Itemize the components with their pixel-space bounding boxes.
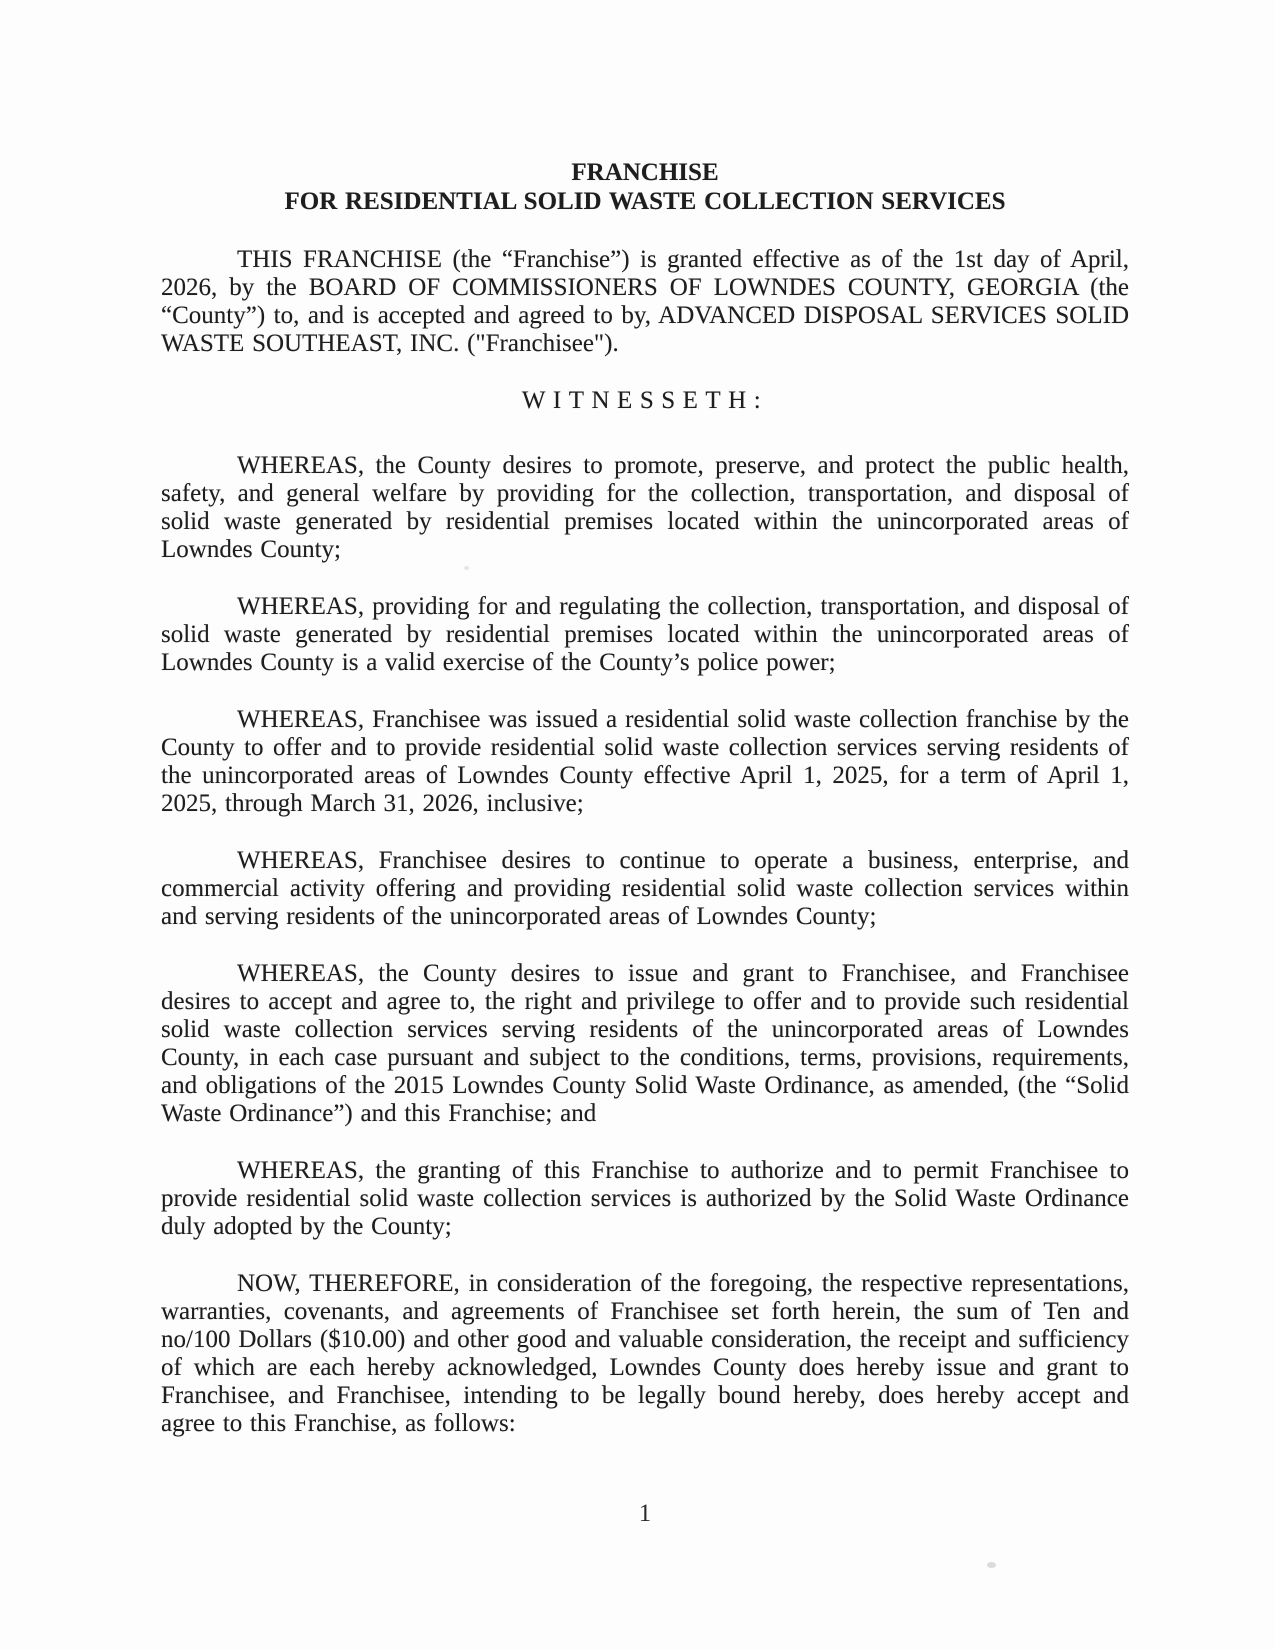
recital-paragraph-3: WHEREAS, Franchisee was issued a residential solid waste collection franchise by the County to offer and to provide residential solid waste collection services serving residents of the unincorporated areas of Lowndes County effective April 1, 2025, for a term of April 1, 2025, through March 31, 2026, inclusive; [161,706,1129,817]
closing-paragraph: NOW, THEREFORE, in consideration of the foregoing, the respective representations, warranties, covenants, and agreements of Franchisee set forth herein, the sum of Ten and no/100 Dollars ($10.00) and other good and valuable consideration, the receipt and sufficiency of which are each hereby acknowledged, Lowndes County does hereby issue and grant to Franchisee, and Franchisee, intending to be legally bound hereby, does hereby accept and agree to this Franchise, as follows: [161,1270,1129,1437]
recital-paragraph-6: WHEREAS, the granting of this Franchise to authorize and to permit Franchisee to provide residential solid waste collection services is authorized by the Solid Waste Ordinance duly adopted by the County; [161,1157,1129,1240]
title-line-2: FOR RESIDENTIAL SOLID WASTE COLLECTION SERVICES [284,188,1006,215]
recital-paragraph-2: WHEREAS, providing for and regulating the collection, transportation, and disposal of solid waste generated by residential premises located within the unincorporated areas of Lowndes County is a valid exercise of the County’s police power; [161,593,1129,676]
witnesseth-heading: WITNESSETH: [521,387,769,414]
intro-paragraph: THIS FRANCHISE (the “Franchise”) is granted effective as of the 1st day of April, 2026, by the BOARD OF COMMISSIONERS OF LOWNDES COUNTY, GEORGIA (the “County”) to, and is accepted and agreed to by, ADVANCED DISPOSAL SERVICES SOLID WASTE SOUTHEAST, INC. ("Franchisee"). [161,246,1129,357]
scan-artifact-dot [987,1562,996,1568]
recital-paragraph-5: WHEREAS, the County desires to issue and grant to Franchisee, and Franchisee desires to accept and agree to, the right and privilege to offer and to provide such residential solid waste collection services serving residents of the unincorporated areas of Lowndes County, in each case pursuant and subject to the conditions, terms, provisions, requirements, and obligations of the 2015 Lowndes County Solid Waste Ordinance, as amended, (the “Solid Waste Ordinance”) and this Franchise; and [161,960,1129,1127]
recital-paragraph-4: WHEREAS, Franchisee desires to continue to operate a business, enterprise, and commercial activity offering and providing residential solid waste collection services within and serving residents of the unincorporated areas of Lowndes County; [161,847,1129,930]
scan-artifact-dot [464,566,469,570]
document-title [161,158,1129,216]
page-number: 1 [638,1500,652,1527]
document-body [161,158,1129,1467]
recital-paragraph-1: WHEREAS, the County desires to promote, preserve, and protect the public health, safety, and general welfare by providing for the collection, transportation, and disposal of solid waste generated by residential premises located within the unincorporated areas of Lowndes County; [161,452,1129,563]
title-line-1: FRANCHISE [571,159,719,186]
